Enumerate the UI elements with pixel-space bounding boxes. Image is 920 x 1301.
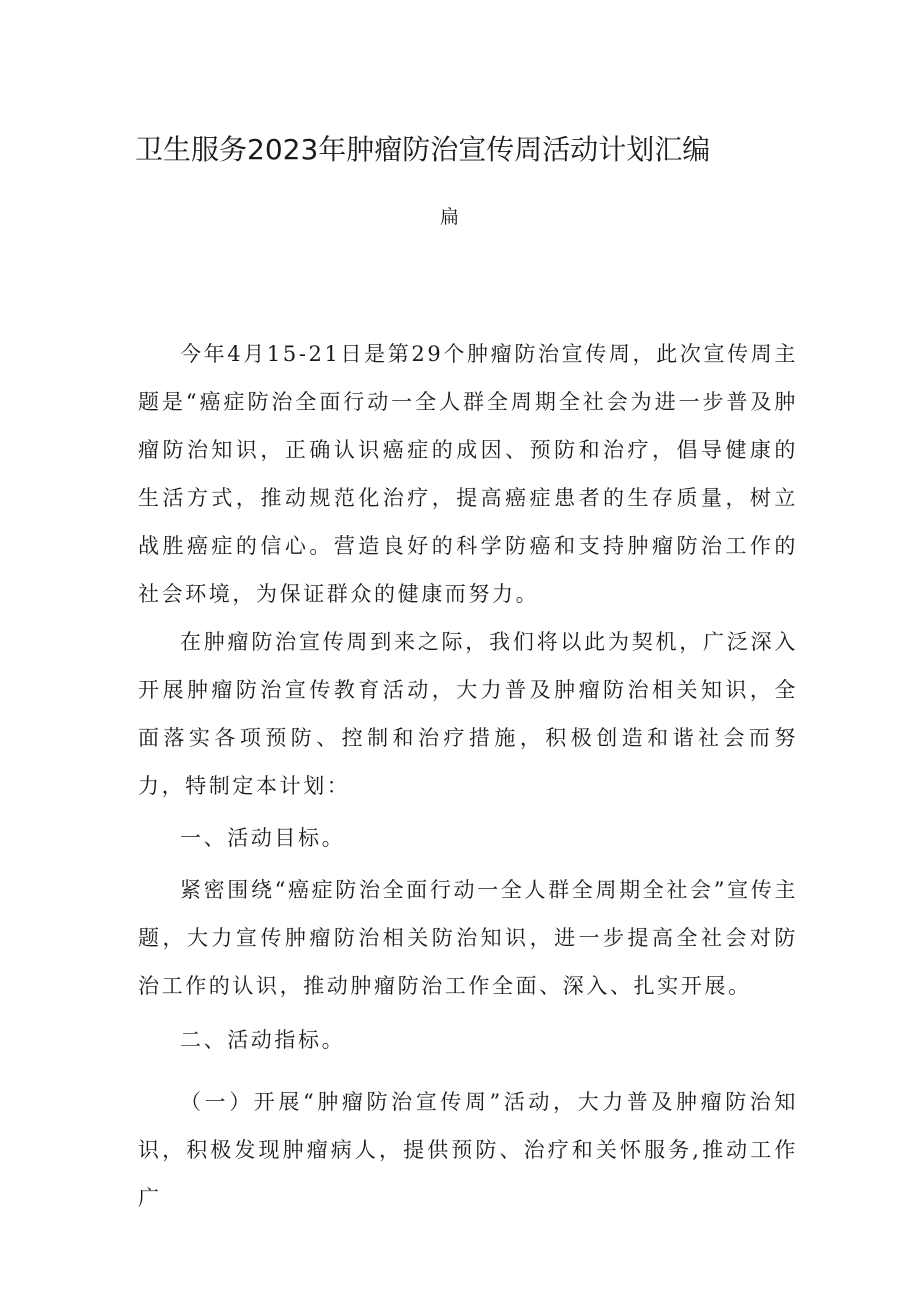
document-title: 卫生服务2023年肿瘤防治宣传周活动计划汇编	[135, 133, 711, 166]
section-heading-indicators: 二、活动指标。	[180, 1028, 346, 1052]
paragraph-intro: 今年4月15-21日是第29个肿瘤防治宣传周，此次宣传周主题是“癌症防治全面行动一全人群全周期全社会为进一步普及肿瘤防治知识，正确认识癌症的成因、预防和治疗，倡导健康的生活方式，推动规范化治疗，提高癌症患者的生存质量，树立战胜癌症的信心。营造良好的科学防癌和支持肿瘤防治工作的社会环境，为保证群众的健康而努力。	[138, 342, 798, 606]
paragraph-goals: 紧密围绕“癌症防治全面行动一全人群全周期全社会”宣传主题，大力宣传肿瘤防治相关防治知识，进一步提高全社会对防治工作的认识，推动肿瘤防治工作全面、深入、扎实开展。	[138, 878, 798, 998]
document-body	[138, 330, 798, 1222]
paragraph-indicator-1: （一）开展“肿瘤防治宣传周”活动，大力普及肿瘤防治知识，积极发现肿瘤病人，提供预防、治疗和关怀服务,推动工作广	[138, 1090, 798, 1210]
document-subtitle: 扁	[440, 206, 460, 228]
section-heading-goals: 一、活动目标。	[180, 826, 346, 850]
paragraph-purpose: 在肿瘤防治宣传周到来之际，我们将以此为契机，广泛深入开展肿瘤防治宣传教育活动，大力普及肿瘤防治相关知识，全面落实各项预防、控制和治疗措施，积极创造和谐社会而努力，特制定本计划：	[138, 630, 798, 798]
